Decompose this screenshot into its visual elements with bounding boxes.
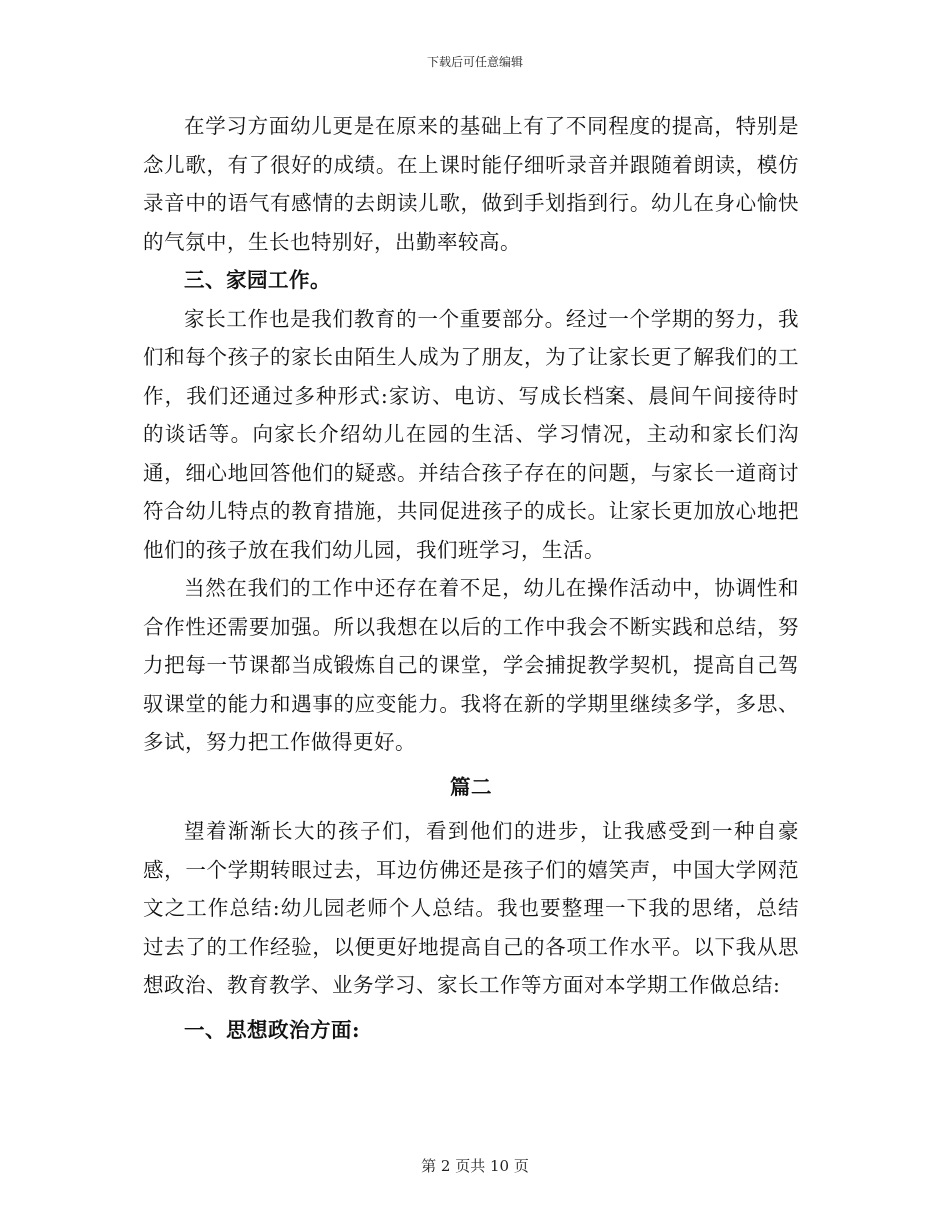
page-footer: 第 2 页共 10 页 [421, 1157, 529, 1175]
heading-ideology-politics: 一、思想政治方面: [184, 1017, 361, 1042]
document-body [143, 107, 799, 1049]
section-title-part-two: 篇二 [450, 774, 492, 799]
paragraph-parent-work: 家长工作也是我们教育的一个重要部分。经过一个学期的努力，我们和每个孩子的家长由陌生人成为了朋友，为了让家长更了解我们的工作，我们还通过多种形式:家访、电访、写成长档案、晨间午间接待时的谈话等。向家长介绍幼儿在园的生活、学习情况，主动和家长们沟通，细心地回答他们的疑惑。并结合孩子存在的问题，与家长一道商讨符合幼儿特点的教育措施，共同促进孩子的成长。让家长更加放心地把他们的孩子放在我们幼儿园，我们班学习，生活。 [143, 306, 799, 562]
paragraph-shortcomings: 当然在我们的工作中还存在着不足，幼儿在操作活动中，协调性和合作性还需要加强。所以我想在以后的工作中我会不断实践和总结，努力把每一节课都当成锻炼自己的课堂，学会捕捉教学契机，提高自己驾驭课堂的能力和遇事的应变能力。我将在新的学期里继续多学，多思、多试，努力把工作做得更好。 [143, 576, 799, 754]
paragraph-learning: 在学习方面幼儿更是在原来的基础上有了不同程度的提高，特别是念儿歌，有了很好的成绩。在上课时能仔细听录音并跟随着朗读，模仿录音中的语气有感情的去朗读儿歌，做到手划指到行。幼儿在身心愉快的气氛中，生长也特别好，出勤率较高。 [143, 114, 799, 254]
header-note: 下载后可任意编辑 [426, 55, 523, 69]
paragraph-part-two-intro: 望着渐渐长大的孩子们，看到他们的进步，让我感受到一种自豪感，一个学期转眼过去，耳边仿佛还是孩子们的嬉笑声，中国大学网范文之工作总结:幼儿园老师个人总结。我也要整理一下我的思绪，总结过去了的工作经验，以便更好地提高自己的各项工作水平。以下我从思想政治、教育教学、业务学习、家长工作等方面对本学期工作做总结: [143, 819, 799, 997]
heading-home-school-work: 三、家园工作。 [184, 268, 331, 292]
